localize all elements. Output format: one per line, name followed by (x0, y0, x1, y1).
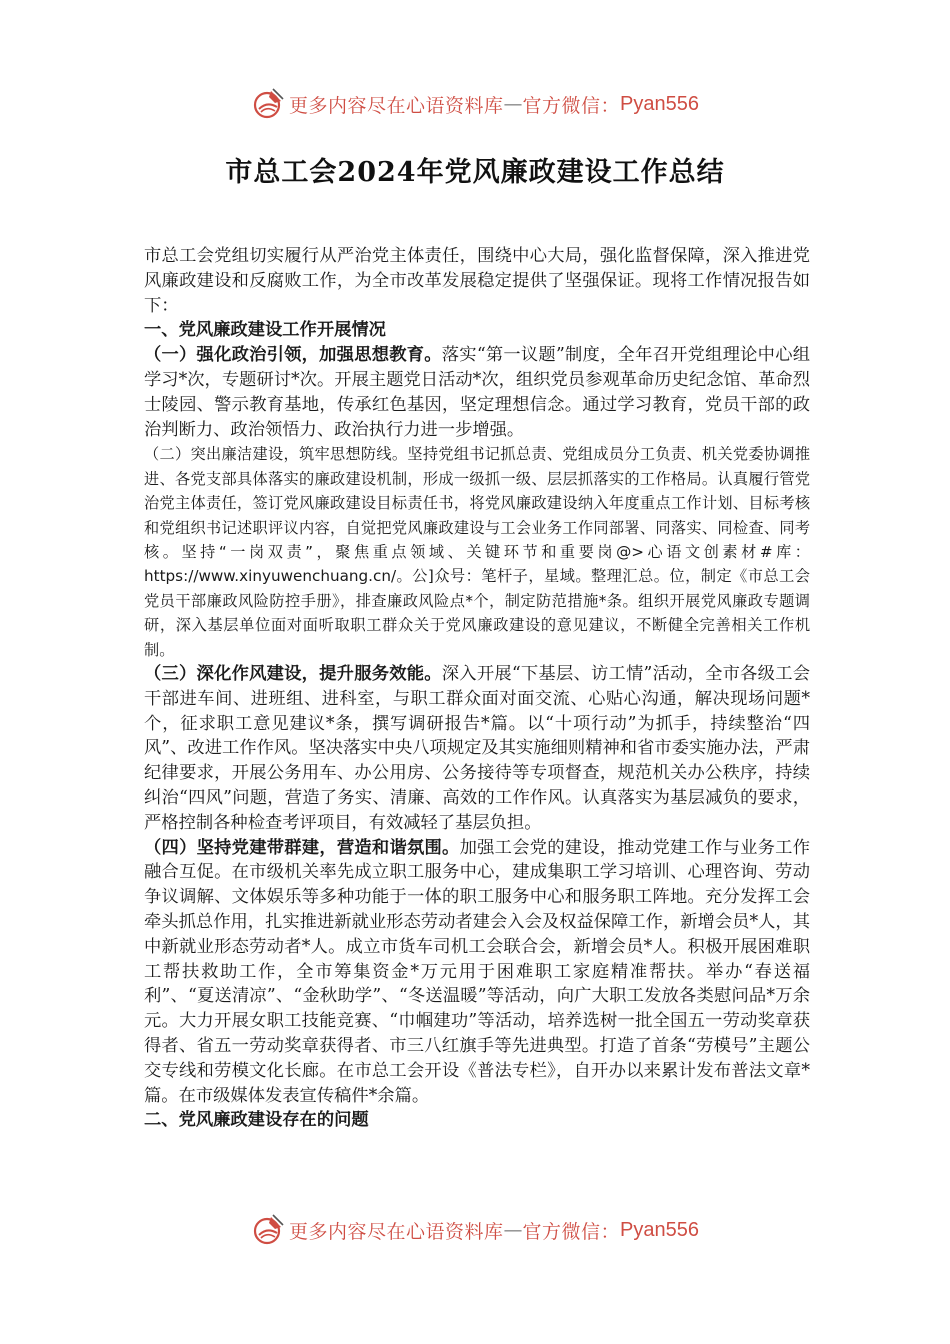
item-4-lead: （四）坚持党建带群建，营造和谐氛围。 (144, 837, 460, 858)
document-body (144, 244, 810, 1133)
item-1-text: 落实“第一议题”制度，全年召开党组理论中心组学习*次，专题研讨*次。开展主题党日活动*次，组织党员参观革命历史纪念馆、革命烈士陵园、警示教育基地，传承红色基因，坚定理想信念。通过学习教育，党员干部的政治判断力、政治领悟力、政治执行力进一步增强。 (144, 345, 810, 440)
paragraph-item-3 (144, 662, 810, 836)
item-3-lead: （三）深化作风建设，提升服务效能。 (144, 664, 442, 685)
header-banner (0, 84, 950, 124)
section-heading-2: 二、党风廉政建设存在的问题 (144, 1110, 369, 1131)
document-title: 市总工会2024年党风廉政建设工作总结 (225, 157, 725, 188)
banner-separator: — (503, 93, 523, 115)
banner-account-label: 官方微信： (522, 1220, 621, 1243)
paragraph-item-4 (144, 836, 810, 1109)
footer-banner (0, 1210, 950, 1250)
paragraph-item-1 (144, 343, 810, 442)
banner-text: 更多内容尽在心语资料库 (289, 94, 504, 117)
banner-account-id: Pyan556 (620, 92, 699, 115)
banner-separator: — (503, 1219, 523, 1241)
book-pen-logo-icon (251, 1213, 285, 1247)
item-4-text: 加强工会党的建设，推动党建工作与业务工作融合互促。在市级机关率先成立职工服务中心，建成集职工学习培训、心理咨询、劳动争议调解、文体娱乐等多种功能于一体的职工服务中心和服务职工阵地。充分发挥工会牵头抓总作用，扎实推进新就业形态劳动者建会入会及权益保障工作，新增会员*人，其中新就业形态劳动者*人。成立市货车司机工会联合会，新增会员*人。积极开展困难职工帮扶救助工作，全市筹集资金*万元用于困难职工家庭精准帮扶。举办“春送福利”、“夏送清凉”、“金秋助学”、“冬送温暖”等活动，向广大职工发放各类慰问品*万余元。大力开展女职工技能竞赛、“巾帼建功”等活动，培养选树一批全国五一劳动奖章获得者、省五一劳动奖章获得者、市三八红旗手等先进典型。打造了首条“劳模号”主题公交专线和劳模文化长廊。在市总工会开设《普法专栏》，自开办以来累计发布普法文章*篇。在市级媒体发表宣传稿件*余篇。 (144, 837, 810, 1106)
banner-account-id: Pyan556 (620, 1218, 699, 1241)
book-pen-logo-icon (251, 87, 285, 121)
paragraph-item-2: （二）突出廉洁建设，筑牢思想防线。坚持党组书记抓总责、党组成员分工负责、机关党委协调推进、各党支部具体落实的廉政建设机制，形成一级抓一级、层层抓落实的工作格局。认真履行管党治党主体责任，签订党风廉政建设目标责任书，将党风廉政建设纳入年度重点工作计划、目标考核和党组织书记述职评议内容，自觉把党风廉政建设与工会业务工作同部署、同落实、同检查、同考核。坚持“一岗双责”，聚焦重点领域、关键环节和重要岗@>心语文创素材#库：https://www.xinyuwenchuang.cn/。公]众号：笔杆子，星域。整理汇总。位，制定《市总工会党员干部廉政风险防控手册》，排查廉政风险点*个，制定防范措施*条。组织开展党风廉政专题调研，深入基层单位面对面听取职工群众关于党风廉政建设的意见建议，不断健全完善相关工作机制。 (144, 445, 810, 659)
item-1-lead: （一）强化政治引领，加强思想教育。 (144, 345, 442, 366)
banner-account-label: 官方微信： (522, 94, 621, 117)
intro-paragraph: 市总工会党组切实履行从严治党主体责任，围绕中心大局，强化监督保障，深入推进党风廉政建设和反腐败工作，为全市改革发展稳定提供了坚强保证。现将工作情况报告如下： (144, 246, 810, 316)
banner-text: 更多内容尽在心语资料库 (289, 1220, 504, 1243)
item-3-text: 深入开展“下基层、访工情”活动，全市各级工会干部进车间、进班组、进科室，与职工群众面对面交流、心贴心沟通，解决现场问题*个，征求职工意见建议*条，撰写调研报告*篇。以“十项行动”为抓手，持续整治“四风”、改进工作作风。坚决落实中央八项规定及其实施细则精神和省市委实施办法，严肃纪律要求，开展公务用车、办公用房、公务接待等专项督查，规范机关办公秩序，持续纠治“四风”问题，营造了务实、清廉、高效的工作作风。认真落实为基层减负的要求，严格控制各种检查考评项目，有效减轻了基层负担。 (144, 664, 810, 833)
section-heading-1: 一、党风廉政建设工作开展情况 (144, 320, 386, 341)
